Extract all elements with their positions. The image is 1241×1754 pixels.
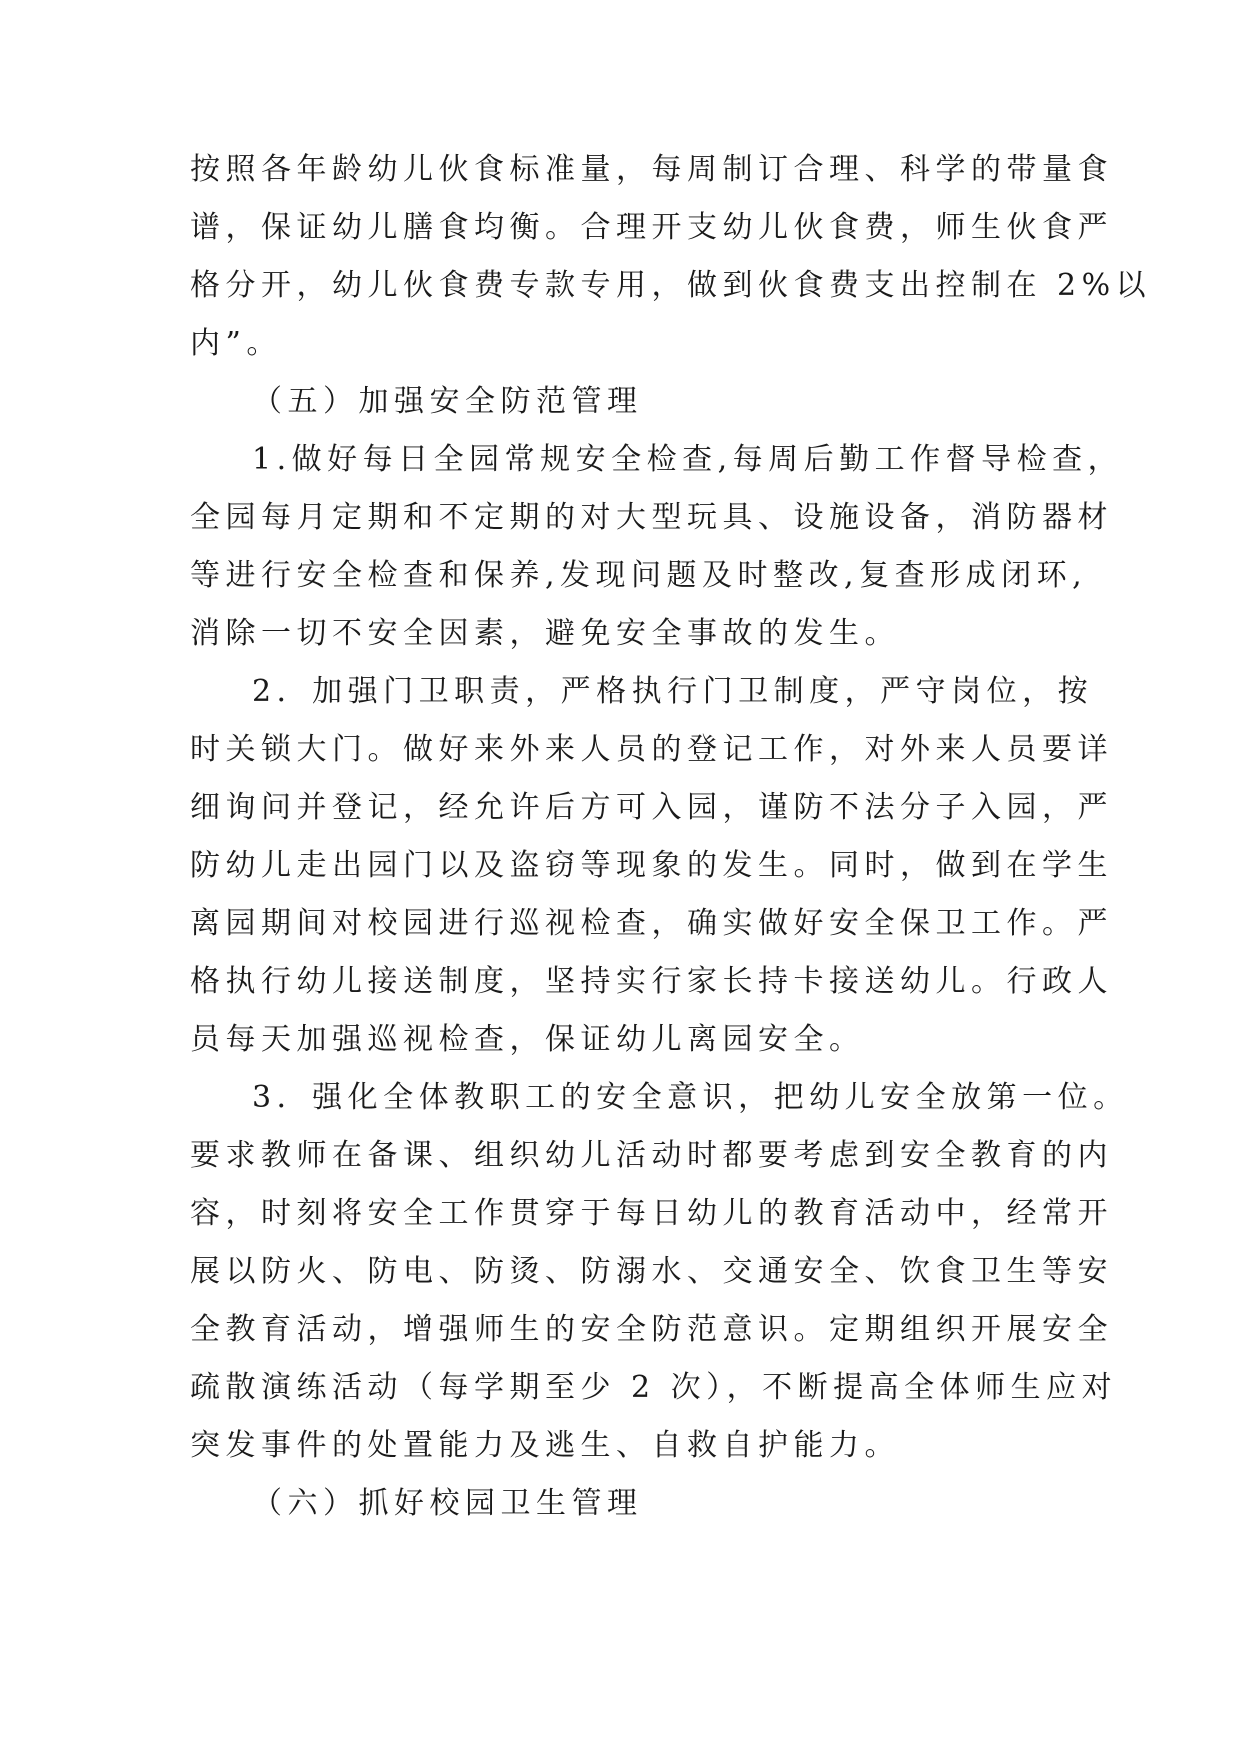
body-text-line: 员每天加强巡视检查，保证幼儿离园安全。 (190, 1022, 865, 1057)
body-text-line: 全园每月定期和不定期的对大型玩具、设施设备，消防器材 (190, 500, 1113, 535)
body-text-line: 1.做好每日全园常规安全检查,每周后勤工作督导检查， (252, 442, 1124, 477)
body-text-line: 容，时刻将安全工作贯穿于每日幼儿的教育活动中，经常开 (190, 1196, 1113, 1231)
body-text-line: 格分开，幼儿伙食费专款专用，做到伙食费支出控制在 2%以 (190, 268, 1152, 303)
body-text-line: 时关锁大门。做好来外来人员的登记工作，对外来人员要详 (190, 732, 1113, 767)
body-text-line: 内”。 (190, 326, 282, 361)
body-text-line: 细询问并登记，经允许后方可入园，谨防不法分子入园，严 (190, 790, 1113, 825)
body-text-line: 消除一切不安全因素，避免安全事故的发生。 (190, 616, 900, 651)
body-text-line: 全教育活动，增强师生的安全防范意识。定期组织开展安全 (190, 1312, 1113, 1347)
body-text-line: 按照各年龄幼儿伙食标准量，每周制订合理、科学的带量食 (190, 152, 1113, 187)
body-text-line: 要求教师在备课、组织幼儿活动时都要考虑到安全教育的内 (190, 1138, 1113, 1173)
body-text-line: 疏散演练活动（每学期至少 2 次），不断提高全体师生应对 (190, 1370, 1118, 1405)
body-text-line: 3．强化全体教职工的安全意识，把幼儿安全放第一位。 (252, 1080, 1129, 1115)
body-text-line: 格执行幼儿接送制度，坚持实行家长持卡接送幼儿。行政人 (190, 964, 1113, 999)
body-text-line: 2．加强门卫职责，严格执行门卫制度，严守岗位，按 (252, 674, 1094, 709)
body-text-line: 防幼儿走出园门以及盗窃等现象的发生。同时，做到在学生 (190, 848, 1113, 883)
section-heading-6: （六）抓好校园卫生管理 (252, 1486, 643, 1521)
body-text-line: 突发事件的处置能力及逃生、自救自护能力。 (190, 1428, 900, 1463)
body-text-line: 等进行安全检查和保养,发现问题及时整改,复查形成闭环, (190, 558, 1088, 593)
body-text-line: 谱，保证幼儿膳食均衡。合理开支幼儿伙食费，师生伙食严 (190, 210, 1113, 245)
section-heading-5: （五）加强安全防范管理 (252, 384, 643, 419)
body-text-line: 展以防火、防电、防烫、防溺水、交通安全、饮食卫生等安 (190, 1254, 1113, 1289)
body-text-line: 离园期间对校园进行巡视检查，确实做好安全保卫工作。严 (190, 906, 1113, 941)
